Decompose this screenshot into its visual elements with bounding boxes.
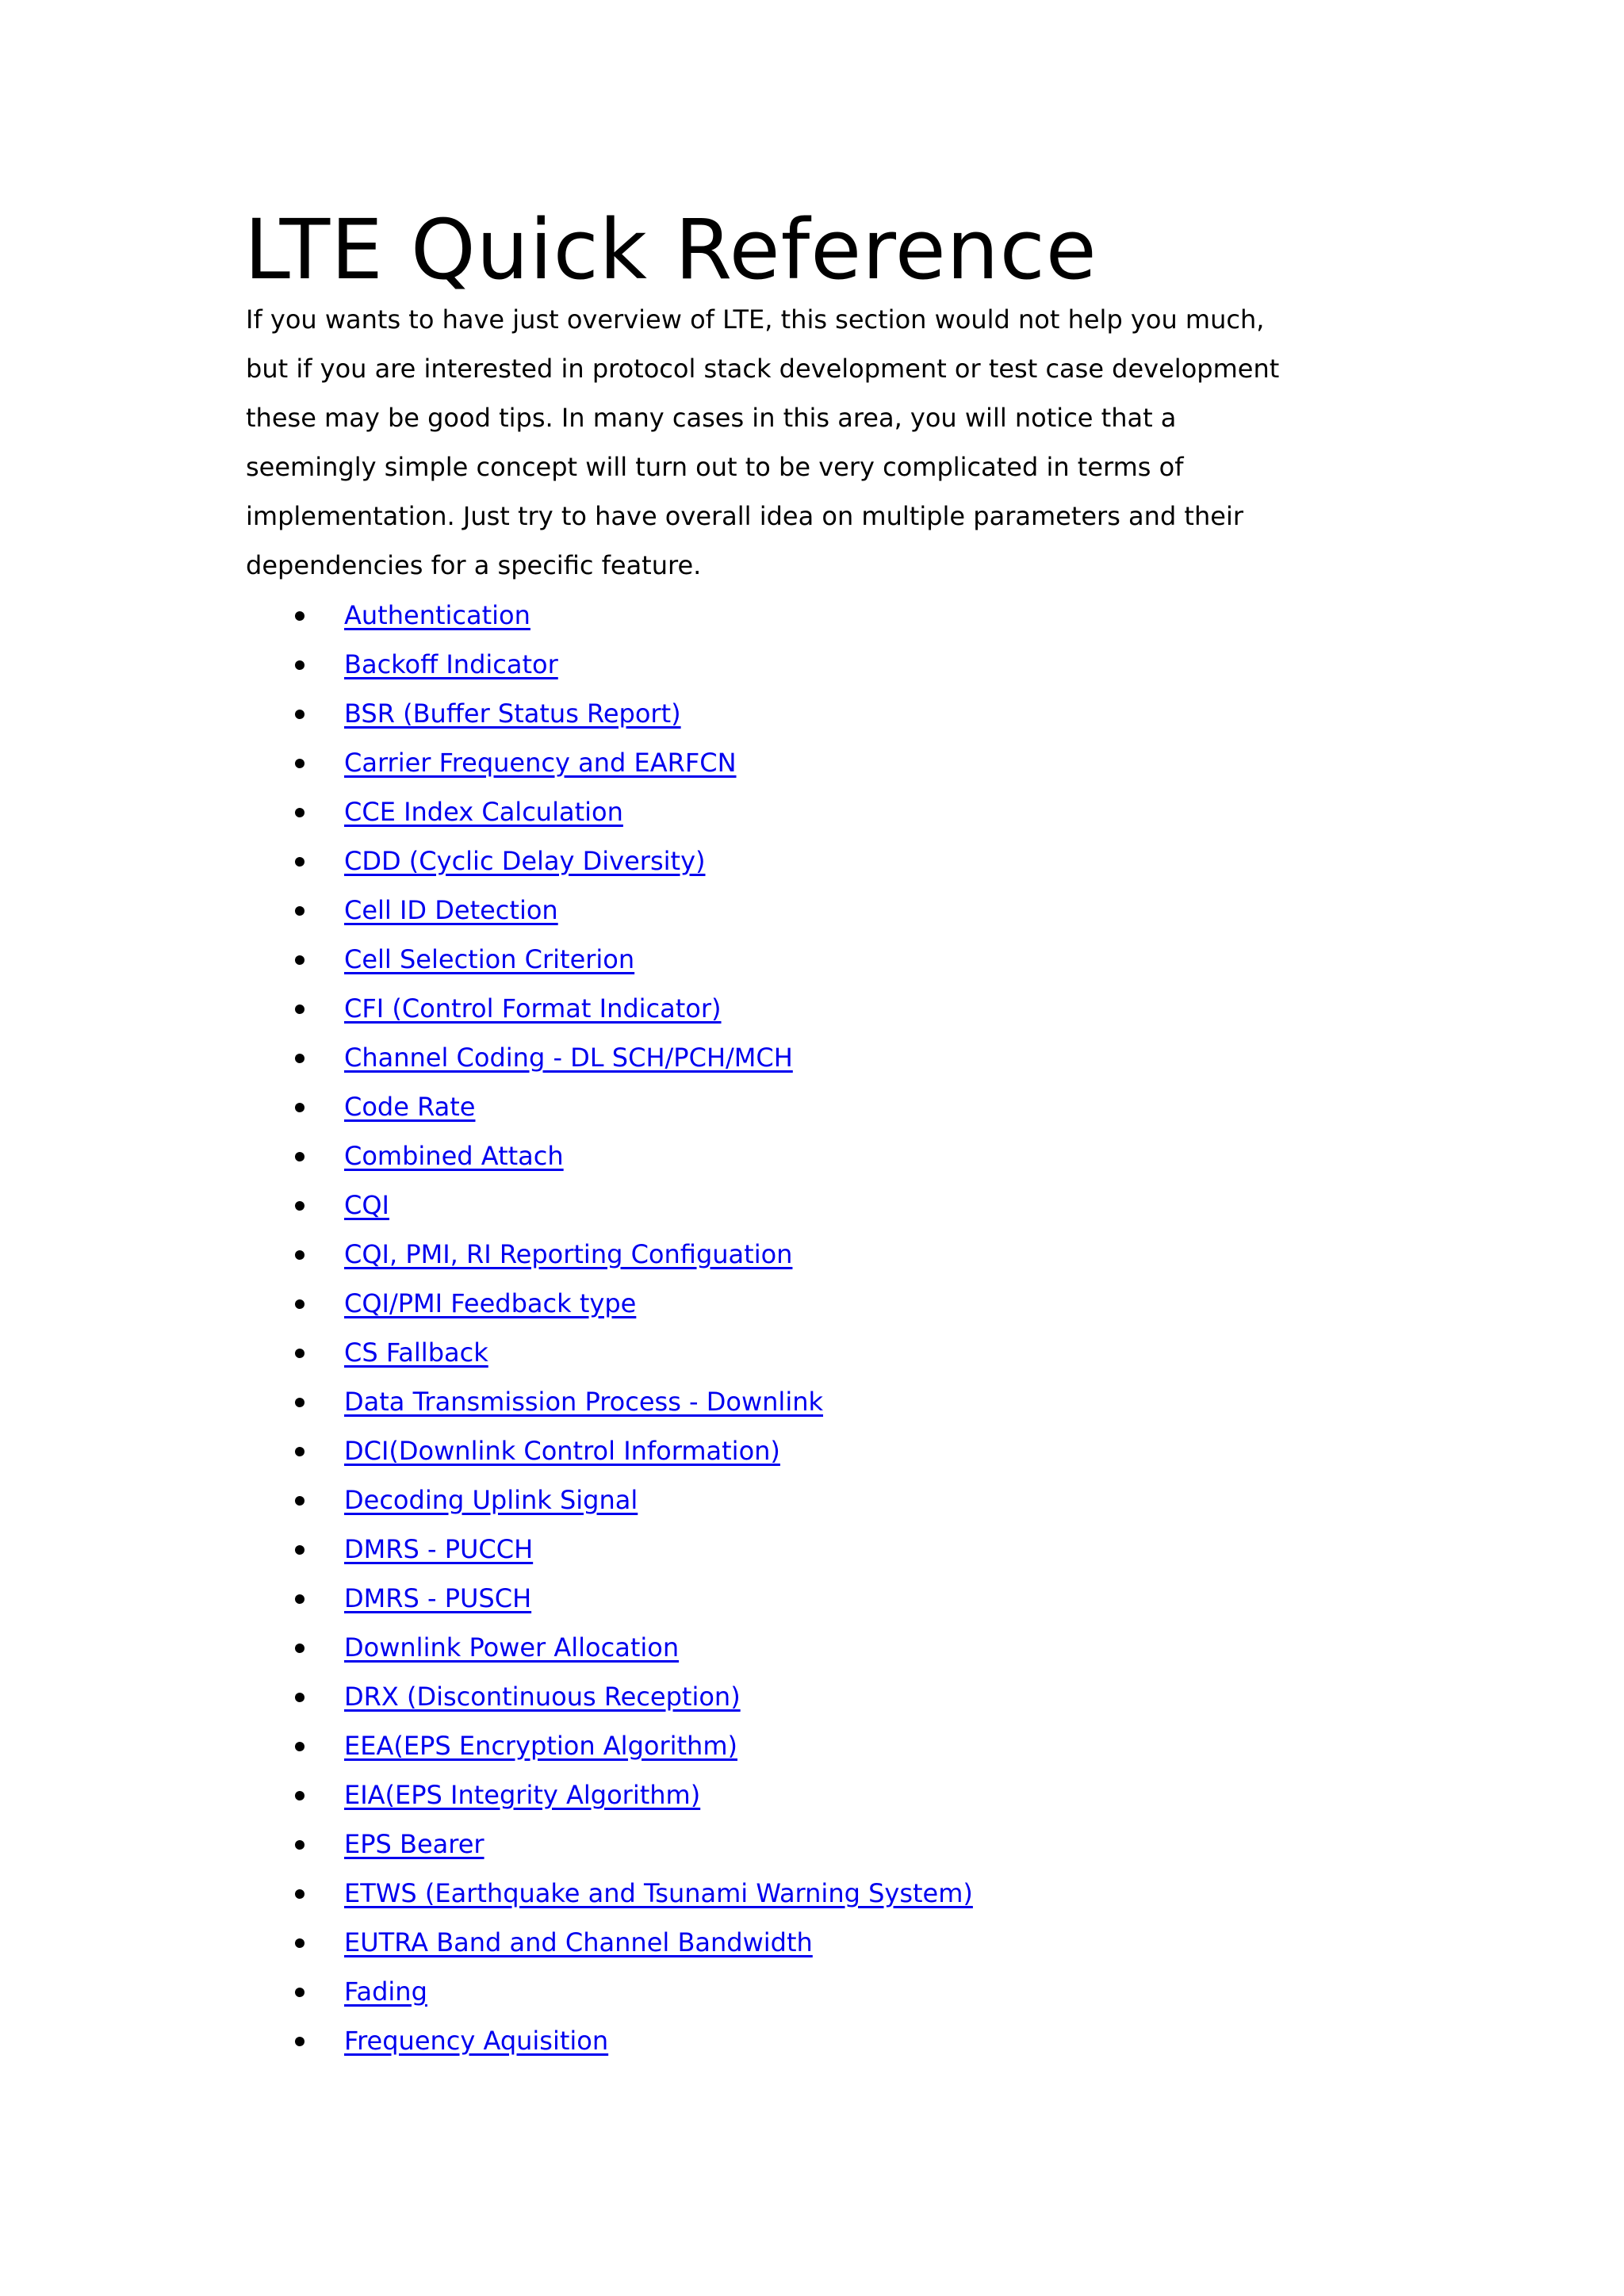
topic-link[interactable]: ETWS (Earthquake and Tsunami Warning System) — [344, 1878, 973, 1908]
bullet-icon — [295, 1840, 304, 1850]
topic-link[interactable]: Backoff Indicator — [344, 649, 558, 679]
bullet-icon — [295, 1103, 304, 1112]
intro-line: these may be good tips. In many cases in this area, you will notice that a — [246, 403, 1177, 433]
topic-link[interactable]: DMRS - PUSCH — [344, 1583, 532, 1613]
topic-link[interactable]: CFI (Control Format Indicator) — [344, 993, 722, 1024]
bullet-icon — [295, 759, 304, 768]
topic-link[interactable]: EEA(EPS Encryption Algorithm) — [344, 1731, 737, 1761]
topic-link[interactable]: Decoding Uplink Signal — [344, 1485, 638, 1515]
bullet-icon — [295, 1054, 304, 1063]
topic-link[interactable]: BSR (Buffer Status Report) — [344, 698, 681, 729]
intro-line: If you wants to have just overview of LTE, this section would not help you much, — [246, 304, 1265, 335]
bullet-icon — [295, 1938, 304, 1948]
topic-link[interactable]: CQI/PMI Feedback type — [344, 1288, 637, 1318]
bullet-icon — [295, 906, 304, 916]
bullet-icon — [295, 857, 304, 867]
topic-link[interactable]: Data Transmission Process - Downlink — [344, 1387, 824, 1417]
topic-link[interactable]: DMRS - PUCCH — [344, 1534, 534, 1564]
bullet-icon — [295, 1791, 304, 1800]
bullet-icon — [295, 2037, 304, 2046]
page-title: LTE Quick Reference — [244, 201, 1097, 298]
bullet-icon — [295, 1889, 304, 1899]
topic-link[interactable]: Carrier Frequency and EARFCN — [344, 748, 737, 778]
bullet-icon — [295, 1742, 304, 1751]
topic-link[interactable]: CQI, PMI, RI Reporting Configuation — [344, 1239, 793, 1269]
topic-link[interactable]: EUTRA Band and Channel Bandwidth — [344, 1927, 813, 1957]
bullet-icon — [295, 1201, 304, 1211]
topic-link[interactable]: Combined Attach — [344, 1141, 564, 1171]
topic-link[interactable]: Frequency Aquisition — [344, 2026, 609, 2056]
topic-link[interactable]: Channel Coding - DL SCH/PCH/MCH — [344, 1043, 793, 1073]
topic-link[interactable]: Authentication — [344, 600, 530, 630]
intro-paragraph — [246, 295, 1279, 590]
topic-link[interactable]: Fading — [344, 1976, 427, 2007]
topic-link[interactable]: Cell ID Detection — [344, 895, 558, 925]
bullet-icon — [295, 1299, 304, 1309]
bullet-icon — [295, 1004, 304, 1014]
topic-link[interactable]: EIA(EPS Integrity Algorithm) — [344, 1780, 701, 1810]
bullet-icon — [295, 1545, 304, 1555]
topic-link[interactable]: DRX (Discontinuous Reception) — [344, 1682, 741, 1712]
bullet-icon — [295, 710, 304, 719]
intro-line: but if you are interested in protocol stack development or test case development — [246, 354, 1280, 384]
bullet-icon — [295, 1644, 304, 1653]
intro-line: implementation. Just try to have overall idea on multiple parameters and their — [246, 501, 1243, 531]
bullet-icon — [295, 1693, 304, 1702]
bullet-icon — [295, 955, 304, 965]
bullet-icon — [295, 1594, 304, 1604]
bullet-icon — [295, 1447, 304, 1456]
bullet-icon — [295, 1349, 304, 1358]
topic-link[interactable]: EPS Bearer — [344, 1829, 485, 1859]
intro-line: seemingly simple concept will turn out to be very complicated in terms of — [246, 452, 1184, 482]
bullet-icon — [295, 1250, 304, 1260]
topic-link[interactable]: Code Rate — [344, 1092, 476, 1122]
topic-link[interactable]: CDD (Cyclic Delay Diversity) — [344, 846, 706, 876]
topic-link[interactable]: DCI(Downlink Control Information) — [344, 1436, 780, 1466]
intro-line: dependencies for a specific feature. — [246, 550, 702, 580]
topic-link[interactable]: CS Fallback — [344, 1337, 488, 1368]
topic-link[interactable]: Cell Selection Criterion — [344, 944, 635, 974]
bullet-icon — [295, 611, 304, 621]
topic-link[interactable]: CCE Index Calculation — [344, 797, 623, 827]
bullet-icon — [295, 1152, 304, 1161]
bullet-icon — [295, 808, 304, 817]
bullet-icon — [295, 1398, 304, 1407]
bullet-icon — [295, 1496, 304, 1506]
topic-link[interactable]: Downlink Power Allocation — [344, 1632, 680, 1663]
topic-link[interactable]: CQI — [344, 1190, 389, 1220]
bullet-icon — [295, 660, 304, 670]
bullet-icon — [295, 1988, 304, 1997]
